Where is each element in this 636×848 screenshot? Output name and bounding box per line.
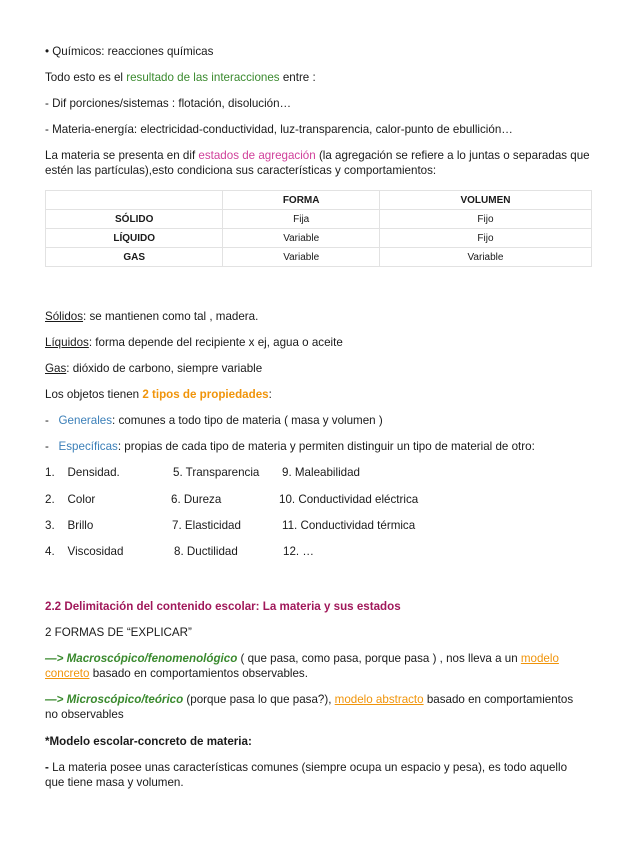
dif-porciones-line: - Dif porciones/sistemas : flotación, disolución…: [45, 97, 292, 110]
modelo-line: [45, 760, 567, 775]
materia-energia-line: - Materia-energía: electricidad-conductividad, luz-transparencia, calor-punto de ebullición…: [45, 123, 513, 136]
highlight-estados: estados de agregación: [198, 149, 316, 162]
text: ( que pasa, como pasa, porque pasa ) , nos lleva a un: [237, 652, 521, 665]
term-microscopico: —> Microscópico/teórico: [45, 693, 184, 706]
volumen-cell: Variable: [379, 248, 591, 267]
text: Los objetos tienen: [45, 388, 143, 401]
text: (porque pasa lo que pasa?),: [183, 693, 335, 706]
list-item: 8. Ductilidad: [174, 545, 238, 558]
list-item: 10. Conductividad eléctrica: [279, 493, 419, 506]
forma-cell: Fija: [223, 210, 380, 229]
text: La materia se presenta en dif: [45, 149, 199, 162]
text: : forma depende del recipiente x ej, agua o aceite: [88, 336, 343, 349]
state-name: LÍQUIDO: [46, 229, 223, 248]
gas-line: [45, 361, 262, 376]
header-forma: FORMA: [223, 191, 380, 210]
header-volumen: VOLUMEN: [379, 191, 591, 210]
micro-line-2: no observables: [45, 708, 124, 721]
term-especificas: Específicas: [58, 440, 118, 453]
text: basado en comportamientos observables.: [89, 667, 308, 680]
list-item: 2. Color: [45, 493, 96, 506]
table-header-row: [46, 191, 592, 210]
term-gas: Gas: [45, 362, 67, 375]
text: basado en comportamientos: [423, 693, 574, 706]
term-liquidos: Líquidos: [45, 336, 89, 349]
bullet-quimicos: • Químicos: reacciones químicas: [45, 45, 214, 58]
term-generales: Generales: [58, 414, 113, 427]
formas-line: 2 FORMAS DE “EXPLICAR”: [45, 626, 192, 639]
link-concreto[interactable]: concreto: [45, 667, 90, 680]
states-table: [45, 190, 592, 267]
table-row: [46, 210, 592, 229]
estados-line: [45, 148, 590, 163]
table-row: [46, 248, 592, 267]
generales-line: [45, 413, 383, 428]
list-item: 3. Brillo: [45, 519, 94, 532]
list-item: 12. …: [283, 545, 314, 558]
especificas-line: [45, 439, 535, 454]
link-modelo[interactable]: modelo: [520, 652, 559, 665]
propiedades-intro: [45, 387, 272, 402]
text: :: [268, 388, 272, 401]
list-item: 9. Maleabilidad: [282, 466, 360, 479]
link-modelo-abstracto[interactable]: modelo abstracto: [334, 693, 424, 706]
section-heading: 2.2 Delimitación del contenido escolar: La materia y sus estados: [45, 600, 401, 613]
dash: -: [45, 414, 59, 427]
micro-line: [45, 692, 573, 707]
text: : comunes a todo tipo de materia ( masa y volumen ): [112, 414, 383, 427]
term-macroscopico: —> Macroscópico/fenomenológico: [45, 652, 238, 665]
list-item: 6. Dureza: [171, 493, 222, 506]
text: La materia posee unas características comunes (siempre ocupa un espacio y pesa), es todo aquello: [52, 761, 568, 774]
state-name: SÓLIDO: [46, 210, 223, 229]
list-item: 5. Transparencia: [173, 466, 260, 479]
list-item: 1. Densidad.: [45, 466, 120, 479]
macro-line: [45, 651, 559, 666]
text: (la agregación se refiere a lo juntas o separadas que: [315, 149, 590, 162]
dash: -: [45, 440, 59, 453]
list-item: 11. Conductividad térmica: [282, 519, 416, 532]
text: Todo esto es el: [45, 71, 127, 84]
macro-line-2: [45, 666, 308, 681]
table-row: [46, 229, 592, 248]
text: : se mantienen como tal , madera.: [83, 310, 259, 323]
modelo-heading: *Modelo escolar-concreto de materia:: [45, 735, 252, 748]
volumen-cell: Fijo: [379, 210, 591, 229]
interacciones-line: [45, 70, 316, 85]
dash: -: [45, 761, 53, 774]
liquidos-line: [45, 335, 343, 350]
solidos-line: [45, 309, 258, 324]
forma-cell: Variable: [223, 229, 380, 248]
volumen-cell: Fijo: [379, 229, 591, 248]
estados-line-2: estén las partículas),esto condiciona sus características y comportamientos:: [45, 164, 437, 177]
term-solidos: Sólidos: [45, 310, 84, 323]
state-name: GAS: [46, 248, 223, 267]
forma-cell: Variable: [223, 248, 380, 267]
modelo-line-2: que tiene masa y volumen.: [45, 776, 184, 789]
highlight-interacciones: resultado de las interacciones: [126, 71, 280, 84]
text: : propias de cada tipo de materia y permiten distinguir un tipo de material de otro:: [117, 440, 535, 453]
header-empty: [46, 191, 223, 210]
text: : dióxido de carbono, siempre variable: [66, 362, 263, 375]
list-item: 7. Elasticidad: [172, 519, 241, 532]
list-item: 4. Viscosidad: [45, 545, 124, 558]
highlight-propiedades: 2 tipos de propiedades: [142, 388, 269, 401]
text: entre :: [279, 71, 316, 84]
